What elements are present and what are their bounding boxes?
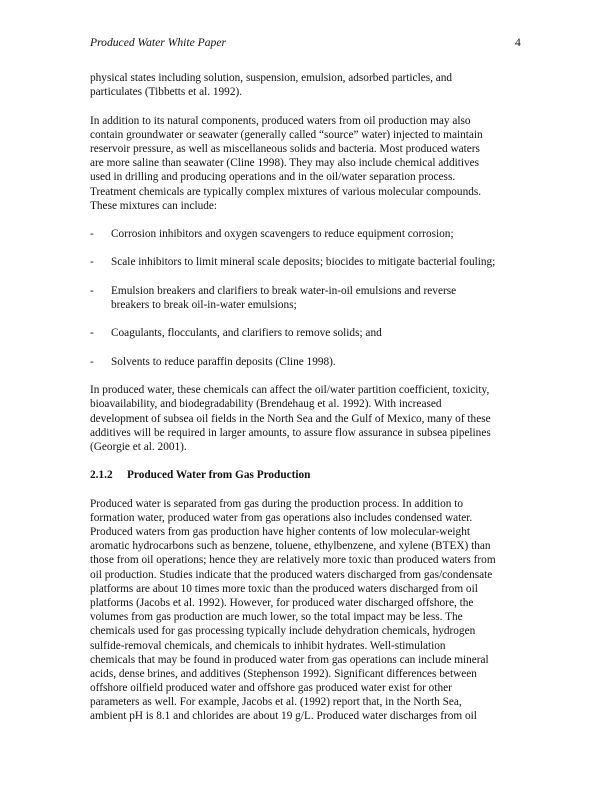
text-line: those from oil operations; hence they are relatively more toxic than produced waters from: [90, 554, 496, 567]
text-line: (Georgie et al. 2001).: [90, 440, 187, 453]
list-bullet: -: [90, 284, 94, 297]
text-line: Corrosion inhibitors and oxygen scavengers to reduce equipment corrosion;: [111, 228, 454, 241]
list-item-corrosion: [90, 227, 530, 241]
text-line: used in drilling and producing operations and in the oil/water separation process.: [90, 171, 456, 184]
text-line: acids, dense brines, and additives (Stephenson 1992). Significant differences between: [90, 667, 477, 680]
text-line: are more saline than seawater (Cline 1998). They may also include chemical additives: [90, 157, 480, 170]
list-bullet: -: [90, 256, 94, 269]
text-line: particulates (Tibbetts et al. 1992).: [90, 86, 243, 99]
list-item-coagulants: [90, 326, 530, 340]
text-line: volumes from gas production are much lower, so the total impact may be less. The: [90, 611, 463, 624]
text-line: formation water, produced water from gas operations also includes condensed water.: [90, 511, 473, 524]
list-bullet: -: [90, 228, 94, 241]
text-line: bioavailability, and biodegradability (Brendehaug et al. 1992). With increased: [90, 398, 442, 411]
text-line: reservoir pressure, as well as miscellaneous solids and bacteria. Most produced waters: [90, 142, 480, 155]
text-line: Scale inhibitors to limit mineral scale deposits; biocides to mitigate bacterial fouling;: [111, 256, 496, 269]
text-line: offshore oilfield produced water and offshore gas produced water exist for other: [90, 682, 452, 695]
running-header-title: Produced Water White Paper: [90, 36, 226, 49]
text-line: These mixtures can include:: [90, 199, 218, 212]
section-heading: [90, 468, 530, 482]
text-line: chemicals used for gas processing typically include dehydration chemicals, hydrogen: [90, 625, 476, 638]
text-line: platforms are about 10 times more toxic than the produced waters discharged from oil: [90, 582, 478, 595]
paragraph-gas-production: [90, 497, 530, 724]
section-title: Produced Water from Gas Production: [127, 469, 311, 482]
text-line: Produced waters from gas production have higher contents of low molecular-weight: [90, 526, 470, 539]
text-line: chemicals that may be found in produced water from gas operations can include mineral: [90, 653, 489, 666]
text-line: breakers to break oil-in-water emulsions;: [111, 299, 297, 311]
text-line: sulfide-removal chemicals, and chemicals to inhibit hydrates. Well-stimulation: [90, 639, 446, 652]
paragraph-chemical-effects: [90, 383, 530, 454]
paragraph-oil-production: [90, 114, 530, 213]
page-number: 4: [515, 36, 521, 49]
body-text: [90, 71, 530, 738]
text-line: development of subsea oil fields in the North Sea and the Gulf of Mexico, many of these: [90, 412, 491, 425]
list-bullet: -: [90, 355, 94, 368]
text-line: Produced water is separated from gas during the production process. In addition to: [90, 497, 464, 510]
text-line: Coagulants, flocculants, and clarifiers to remove solids; and: [111, 327, 382, 340]
text-line: In addition to its natural components, produced waters from oil production may also: [90, 114, 471, 127]
text-line: ambient pH is 8.1 and chlorides are about 19 g/L. Produced water discharges from oil: [90, 710, 477, 723]
text-line: platforms (Jacobs et al. 1992). However, for produced water discharged offshore, the: [90, 596, 474, 609]
text-line: Treatment chemicals are typically complex mixtures of various molecular compounds.: [90, 185, 482, 198]
list-item-scale: [90, 255, 530, 269]
text-line: parameters as well. For example, Jacobs et al. (1992) report that, in the North Sea,: [90, 696, 462, 709]
text-line: Solvents to reduce paraffin deposits (Cline 1998).: [111, 355, 336, 368]
text-line: oil production. Studies indicate that the produced waters discharged from gas/condensate: [90, 568, 493, 581]
text-line: contain groundwater or seawater (generally called “source” water) injected to maintain: [90, 128, 483, 141]
list-item-solvents: [90, 355, 530, 369]
text-line: additives will be required in larger amounts, to assure flow assurance in subsea pipelines: [90, 426, 491, 439]
text-line: physical states including solution, suspension, emulsion, adsorbed particles, and: [90, 72, 453, 84]
text-line: aromatic hydrocarbons such as benzene, toluene, ethylbenzene, and xylene (BTEX) than: [90, 540, 491, 553]
section-number: 2.1.2: [90, 469, 113, 482]
list-item-emulsion: [90, 284, 530, 312]
paragraph-continued: [90, 71, 530, 99]
list-bullet: -: [90, 327, 94, 340]
text-line: In produced water, these chemicals can affect the oil/water partition coefficient, toxicity,: [90, 384, 490, 397]
text-line: Emulsion breakers and clarifiers to break water-in-oil emulsions and reverse: [111, 284, 457, 297]
